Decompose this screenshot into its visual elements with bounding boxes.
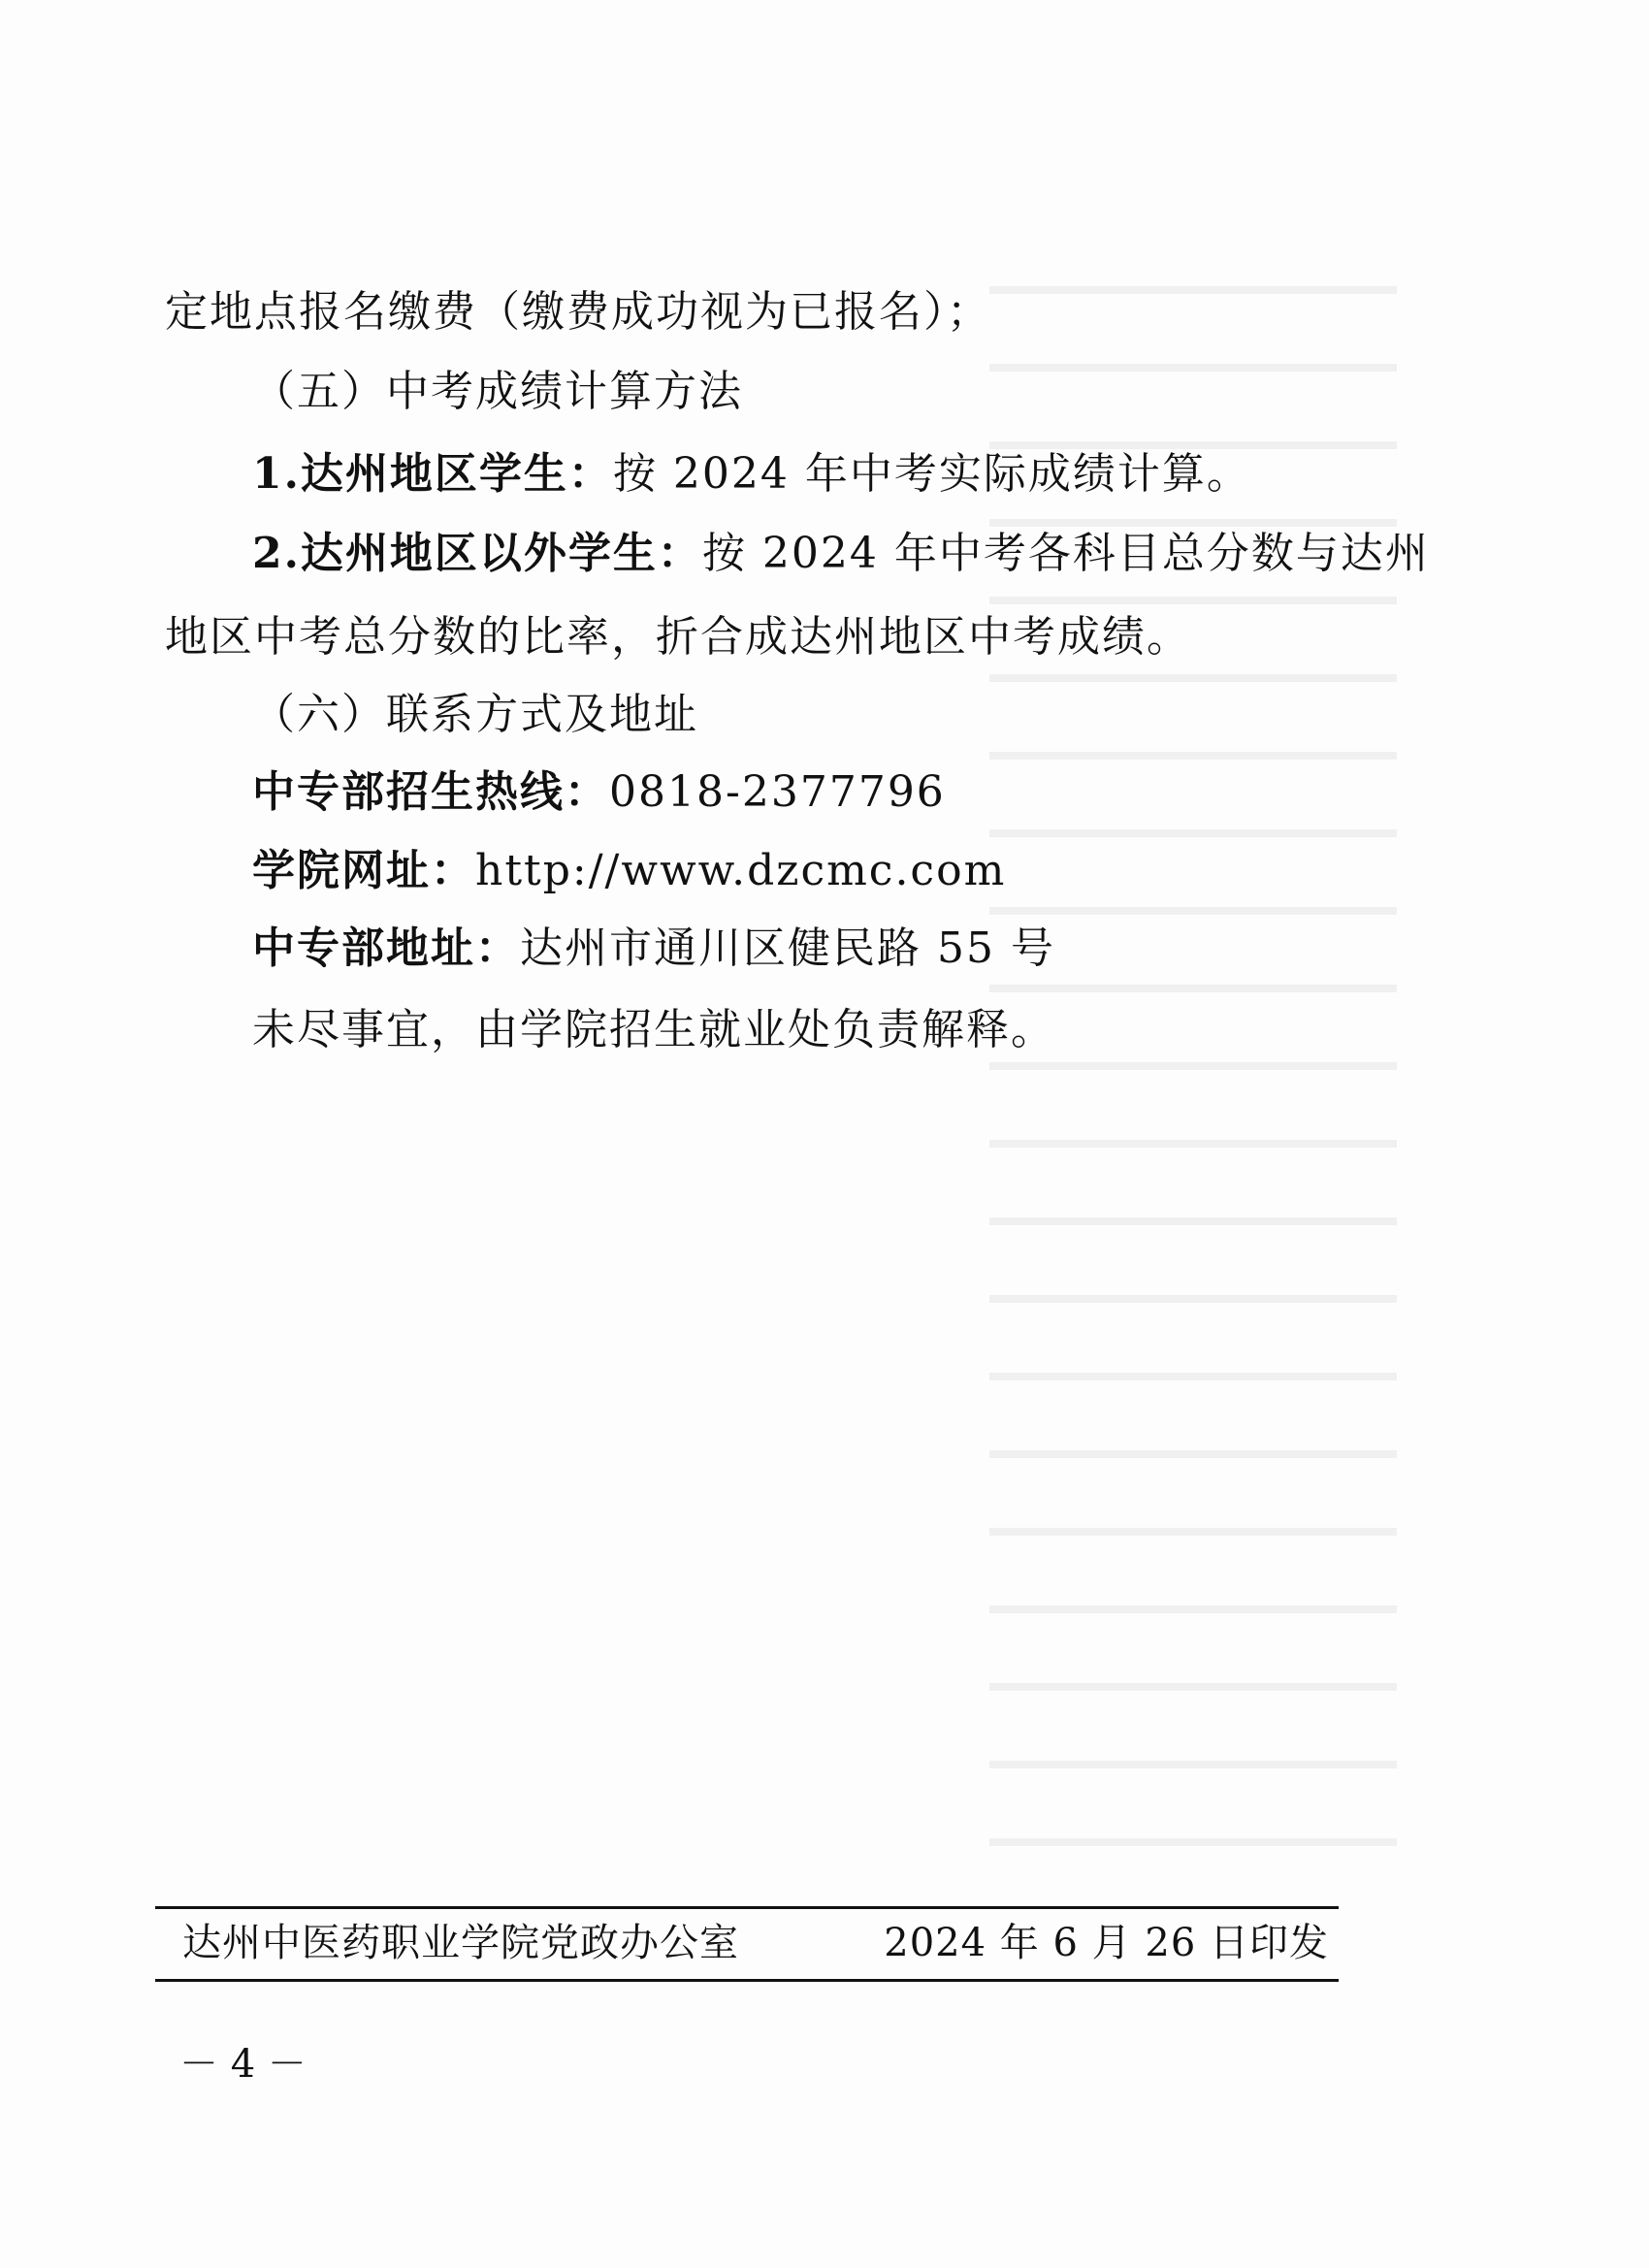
line-label: 中专部地址： bbox=[252, 923, 520, 973]
line-text: （六）联系方式及地址 bbox=[252, 690, 698, 739]
page-number: － 4 － bbox=[179, 2042, 307, 2087]
line-text: 按 2024 年中考各科目总分数与达州 bbox=[701, 529, 1430, 578]
text-line-non-dazhou-students bbox=[252, 525, 1430, 583]
text-line-closing-note bbox=[252, 1001, 1055, 1059]
text-line-website bbox=[252, 842, 1006, 900]
footer-issuer: 达州中医药职业学院党政办公室 bbox=[182, 1921, 739, 1965]
footer-issue-date: 2024 年 6 月 26 日印发 bbox=[884, 1921, 1329, 1965]
line-label: 2.达州地区以外学生： bbox=[252, 529, 702, 578]
line-label: 学院网址： bbox=[252, 846, 475, 895]
address-text: 达州市通川区健民路 55 号 bbox=[520, 923, 1055, 973]
line-text: 未尽事宜，由学院招生就业处负责解释。 bbox=[252, 1005, 1055, 1054]
text-line-hotline bbox=[252, 763, 946, 822]
section-heading-contact bbox=[252, 686, 698, 744]
text-line-address bbox=[252, 920, 1055, 978]
line-text: 地区中考总分数的比率，折合成达州地区中考成绩。 bbox=[165, 612, 1191, 662]
line-text: 按 2024 年中考实际成绩计算。 bbox=[612, 449, 1251, 499]
footer-rule-top bbox=[155, 1906, 1339, 1909]
line-text: 定地点报名缴费（缴费成功视为已报名）； bbox=[165, 287, 991, 337]
line-label: 中专部招生热线： bbox=[252, 767, 609, 817]
footer-rule-bottom bbox=[155, 1979, 1339, 1982]
line-text: （五）中考成绩计算方法 bbox=[252, 367, 743, 416]
text-line-score-conversion bbox=[165, 608, 1191, 666]
text-line-registration-fee bbox=[165, 283, 991, 341]
hotline-number: 0818-2377796 bbox=[609, 767, 946, 817]
section-heading-score-calculation bbox=[252, 363, 743, 421]
website-url: http://www.dzcmc.com bbox=[475, 846, 1007, 895]
line-label: 1.达州地区学生： bbox=[252, 449, 613, 499]
text-line-dazhou-students bbox=[252, 445, 1251, 503]
